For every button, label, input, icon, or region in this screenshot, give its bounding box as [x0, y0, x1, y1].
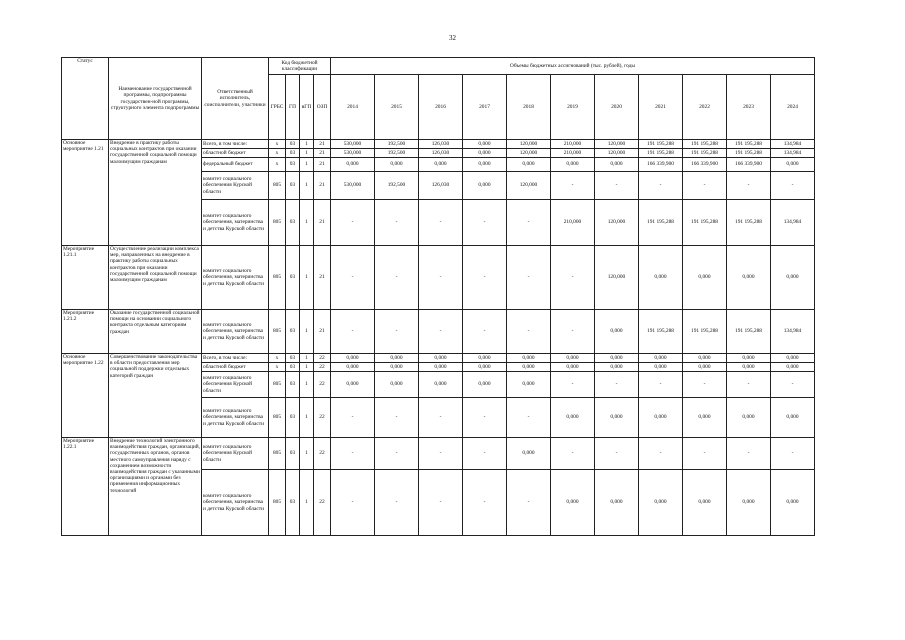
header-year: 2019 — [551, 75, 595, 140]
row-gp: 03 — [286, 363, 300, 372]
row-value: - — [771, 438, 815, 470]
row-value: - — [507, 398, 551, 438]
row-vgp: 1 — [300, 158, 314, 172]
row-value: 0,000 — [507, 438, 551, 470]
row-ozp: 21 — [314, 140, 331, 149]
row-value: 0,000 — [463, 149, 507, 158]
row-value: - — [463, 246, 507, 310]
row-value: 0,000 — [639, 354, 683, 363]
row-executor: комитет социального обеспечения Курской области — [202, 372, 269, 398]
row-value: 0,000 — [419, 372, 463, 398]
row-value: 0,000 — [727, 363, 771, 372]
row-value: 0,000 — [683, 246, 727, 310]
row-value: - — [727, 438, 771, 470]
row-value: - — [463, 438, 507, 470]
row-value: 191 195,288 — [639, 140, 683, 149]
row-grbs: х — [269, 149, 286, 158]
row-value: - — [683, 438, 727, 470]
row-value: 120,000 — [595, 140, 639, 149]
row-value: 0,000 — [507, 363, 551, 372]
row-executor: комитет социального обеспечения, материнства и детства Курской области — [202, 398, 269, 438]
row-value: - — [507, 310, 551, 354]
table-row — [62, 310, 815, 354]
row-vgp: 1 — [300, 140, 314, 149]
row-name: Совершенствование законодательства в области предоставления мер социальной поддержки отдельных категорий граждан — [109, 354, 202, 438]
row-value: 0,000 — [771, 398, 815, 438]
row-value: 0,000 — [463, 354, 507, 363]
row-value: 0,000 — [375, 363, 419, 372]
row-value: 192,500 — [375, 172, 419, 200]
row-value: - — [463, 310, 507, 354]
row-vgp: 1 — [300, 438, 314, 470]
row-value: 0,000 — [771, 363, 815, 372]
row-value: - — [463, 200, 507, 246]
row-executor: областной бюджет — [202, 149, 269, 158]
row-vgp: 1 — [300, 149, 314, 158]
row-value: 0,000 — [375, 354, 419, 363]
header-volumes: Объемы бюджетных ассигнований (тыс. рублей), годы — [331, 58, 815, 75]
header-vgp: вГП — [300, 75, 314, 140]
row-value: 191 195,288 — [683, 200, 727, 246]
row-value: - — [419, 310, 463, 354]
row-value: - — [639, 172, 683, 200]
row-executor: комитет социального обеспечения, материнства и детства Курской области — [202, 200, 269, 246]
row-value: 0,000 — [419, 363, 463, 372]
row-value: - — [419, 438, 463, 470]
row-value: 0,000 — [507, 158, 551, 172]
row-value: - — [771, 172, 815, 200]
row-vgp: 1 — [300, 372, 314, 398]
row-value: 530,000 — [331, 172, 375, 200]
row-value: 120,000 — [595, 149, 639, 158]
row-value: 134,984 — [771, 140, 815, 149]
row-value: 120,000 — [507, 140, 551, 149]
row-vgp: 1 — [300, 398, 314, 438]
row-value: 210,000 — [551, 200, 595, 246]
row-vgp: 1 — [300, 470, 314, 536]
row-value: 210,000 — [551, 149, 595, 158]
row-value: 0,000 — [683, 470, 727, 536]
row-value: 120,000 — [507, 149, 551, 158]
row-value: 0,000 — [771, 354, 815, 363]
header-name: Наименование государственной программы, подпрограммы государствен-ной программы, структурного элемента подпрограммы — [109, 58, 202, 140]
row-value: 120,000 — [595, 200, 639, 246]
header-year: 2015 — [375, 75, 419, 140]
row-gp: 03 — [286, 172, 300, 200]
row-value: 0,000 — [595, 354, 639, 363]
row-value: - — [419, 200, 463, 246]
row-name: Оказание государственной социальной помощи на основании социального контракта отдельным категориям граждан — [109, 310, 202, 354]
row-ozp: 22 — [314, 398, 331, 438]
row-value: 0,000 — [419, 158, 463, 172]
row-value: - — [419, 246, 463, 310]
row-value: 0,000 — [463, 158, 507, 172]
header-year: 2024 — [771, 75, 815, 140]
row-value: 191 195,288 — [639, 200, 683, 246]
row-value: 0,000 — [551, 158, 595, 172]
row-gp: 03 — [286, 158, 300, 172]
row-value: 0,000 — [419, 354, 463, 363]
row-value: 0,000 — [727, 470, 771, 536]
row-vgp: 1 — [300, 310, 314, 354]
row-value: - — [331, 398, 375, 438]
row-value: - — [507, 470, 551, 536]
row-status: Основное мероприятие 1.22 — [62, 354, 109, 438]
row-ozp: 21 — [314, 310, 331, 354]
row-value: - — [375, 398, 419, 438]
row-value: - — [595, 372, 639, 398]
row-value: 192,500 — [375, 149, 419, 158]
row-vgp: 1 — [300, 172, 314, 200]
row-value: - — [683, 372, 727, 398]
row-value: 0,000 — [331, 158, 375, 172]
row-value: - — [551, 246, 595, 310]
header-executor: Ответственный исполнитель, соисполнители, участники — [202, 58, 269, 140]
row-value: - — [683, 172, 727, 200]
row-value: 0,000 — [683, 363, 727, 372]
row-value: 0,000 — [727, 354, 771, 363]
row-gp: 03 — [286, 438, 300, 470]
header-year: 2016 — [419, 75, 463, 140]
row-value: 191 195,288 — [727, 200, 771, 246]
row-ozp: 22 — [314, 354, 331, 363]
row-executor: комитет социального обеспечения, материнства и детства Курской области — [202, 470, 269, 536]
row-value: 120,000 — [507, 172, 551, 200]
row-value: 0,000 — [595, 363, 639, 372]
row-value: - — [375, 200, 419, 246]
row-value: - — [771, 372, 815, 398]
row-value: - — [331, 310, 375, 354]
row-value: - — [639, 438, 683, 470]
row-value: 0,000 — [639, 246, 683, 310]
row-vgp: 1 — [300, 354, 314, 363]
row-status: Мероприятие 1.22.1 — [62, 438, 109, 536]
row-value: 0,000 — [595, 310, 639, 354]
row-ozp: 21 — [314, 200, 331, 246]
row-value: - — [595, 172, 639, 200]
row-value: 0,000 — [771, 470, 815, 536]
row-status: Мероприятие 1.21.2 — [62, 310, 109, 354]
row-executor: Всего, в том числе: — [202, 354, 269, 363]
row-executor: комитет социального обеспечения Курской области — [202, 172, 269, 200]
row-status: Мероприятие 1.21.1 — [62, 246, 109, 310]
row-value: - — [375, 470, 419, 536]
row-name: Осуществление реализации комплекса мер, направленных на внедрение в практику работы социальных контрактов при оказании государственной социальной помощи малоимущим гражданам — [109, 246, 202, 310]
row-value: 192,500 — [375, 140, 419, 149]
row-value: 0,000 — [463, 363, 507, 372]
row-value: 191 195,288 — [683, 149, 727, 158]
row-grbs: х — [269, 140, 286, 149]
row-value: 0,000 — [375, 372, 419, 398]
row-name: Внедрение в практику работы социальных контрактов при оказании государственной социальной помощи малоимущим гражданам — [109, 140, 202, 246]
header-year: 2023 — [727, 75, 771, 140]
row-ozp: 21 — [314, 149, 331, 158]
row-value: 0,000 — [463, 372, 507, 398]
row-value: 0,000 — [463, 172, 507, 200]
row-value: 0,000 — [727, 398, 771, 438]
table-row — [62, 140, 815, 149]
row-grbs: 805 — [269, 372, 286, 398]
row-value: 0,000 — [551, 354, 595, 363]
row-grbs: 805 — [269, 398, 286, 438]
header-year: 2021 — [639, 75, 683, 140]
row-value: 0,000 — [639, 470, 683, 536]
row-value: 166 339,900 — [727, 158, 771, 172]
table-row — [62, 354, 815, 363]
row-value: 191 195,288 — [639, 310, 683, 354]
row-value: 0,000 — [771, 246, 815, 310]
row-vgp: 1 — [300, 200, 314, 246]
row-value: 0,000 — [463, 140, 507, 149]
row-value: - — [507, 246, 551, 310]
header-status: Статус — [62, 58, 109, 140]
row-value: 120,000 — [595, 246, 639, 310]
row-gp: 03 — [286, 149, 300, 158]
row-executor: областной бюджет — [202, 363, 269, 372]
row-value: 0,000 — [683, 354, 727, 363]
row-value: 0,000 — [595, 158, 639, 172]
row-value: 210,000 — [551, 140, 595, 149]
row-value: - — [595, 438, 639, 470]
row-executor: федеральный бюджет — [202, 158, 269, 172]
header-grbs: ГРБС — [269, 75, 286, 140]
row-gp: 03 — [286, 354, 300, 363]
row-value: 0,000 — [331, 372, 375, 398]
row-ozp: 22 — [314, 438, 331, 470]
header-year: 2020 — [595, 75, 639, 140]
row-value: 0,000 — [507, 354, 551, 363]
header-ozp: ОЗП — [314, 75, 331, 140]
row-ozp: 21 — [314, 172, 331, 200]
row-status: Основное мероприятие 1.21 — [62, 140, 109, 246]
row-grbs: 805 — [269, 200, 286, 246]
header-budget-code: Код бюджетной классификации — [269, 58, 331, 75]
row-executor: комитет социального обеспечения, материнства и детства Курской области — [202, 310, 269, 354]
row-grbs: х — [269, 363, 286, 372]
row-grbs: 805 — [269, 246, 286, 310]
row-value: 126,030 — [419, 172, 463, 200]
row-gp: 03 — [286, 398, 300, 438]
row-value: - — [639, 372, 683, 398]
row-executor: Всего, в том числе: — [202, 140, 269, 149]
row-value: 134,984 — [771, 310, 815, 354]
row-value: - — [419, 470, 463, 536]
row-ozp: 22 — [314, 470, 331, 536]
row-value: 134,984 — [771, 200, 815, 246]
row-vgp: 1 — [300, 363, 314, 372]
row-value: 191 195,288 — [727, 140, 771, 149]
row-value: - — [331, 470, 375, 536]
row-value: 191 195,288 — [683, 140, 727, 149]
row-gp: 03 — [286, 470, 300, 536]
row-grbs: 805 — [269, 470, 286, 536]
row-ozp: 21 — [314, 246, 331, 310]
budget-allocation-table — [61, 57, 815, 536]
row-ozp: 21 — [314, 158, 331, 172]
row-grbs: 805 — [269, 172, 286, 200]
header-year: 2017 — [463, 75, 507, 140]
row-value: - — [419, 398, 463, 438]
row-value: 126,030 — [419, 149, 463, 158]
row-executor: комитет социального обеспечения, материнства и детства Курской области — [202, 246, 269, 310]
row-ozp: 22 — [314, 372, 331, 398]
row-value: - — [375, 310, 419, 354]
row-value: - — [331, 438, 375, 470]
row-value: 191 195,288 — [683, 310, 727, 354]
row-value: 0,000 — [551, 398, 595, 438]
row-grbs: 805 — [269, 310, 286, 354]
row-gp: 03 — [286, 140, 300, 149]
row-value: 0,000 — [331, 363, 375, 372]
row-value: 191 195,288 — [639, 149, 683, 158]
row-value: 0,000 — [727, 246, 771, 310]
row-ozp: 22 — [314, 363, 331, 372]
row-value: 166 339,900 — [683, 158, 727, 172]
row-value: 191 195,288 — [727, 310, 771, 354]
row-gp: 03 — [286, 310, 300, 354]
row-value: 0,000 — [595, 398, 639, 438]
row-executor: комитет социального обеспечения Курской области — [202, 438, 269, 470]
header-year: 2022 — [683, 75, 727, 140]
row-value: 530,000 — [331, 140, 375, 149]
row-value: - — [551, 310, 595, 354]
row-grbs: х — [269, 158, 286, 172]
row-vgp: 1 — [300, 246, 314, 310]
page-number: 32 — [449, 34, 456, 42]
row-grbs: х — [269, 354, 286, 363]
row-value: 0,000 — [771, 158, 815, 172]
row-gp: 03 — [286, 246, 300, 310]
row-value: 0,000 — [551, 470, 595, 536]
row-gp: 03 — [286, 372, 300, 398]
row-value: - — [727, 172, 771, 200]
header-gp: ГП — [286, 75, 300, 140]
row-value: 0,000 — [375, 158, 419, 172]
row-name: Внедрение технологий электронного взаимодействия граждан, организаций, государственных органов, органов местного самоуправления наряду с сохранением возможности взаимодействия граждан с указанными организациями и органами без применения информационных технологий — [109, 438, 202, 536]
row-value: 134,984 — [771, 149, 815, 158]
table-row — [62, 246, 815, 310]
row-value: - — [551, 438, 595, 470]
row-gp: 03 — [286, 200, 300, 246]
header-year: 2018 — [507, 75, 551, 140]
table-row — [62, 438, 815, 470]
row-value: 191 195,288 — [727, 149, 771, 158]
row-value: - — [463, 398, 507, 438]
row-value: 0,000 — [595, 470, 639, 536]
row-value: - — [727, 372, 771, 398]
row-value: - — [463, 470, 507, 536]
row-value: - — [551, 372, 595, 398]
row-value: 530,000 — [331, 149, 375, 158]
row-value: 0,000 — [639, 363, 683, 372]
row-value: 0,000 — [639, 398, 683, 438]
row-value: - — [507, 200, 551, 246]
row-value: - — [551, 172, 595, 200]
row-value: 0,000 — [331, 354, 375, 363]
row-value: 166 339,900 — [639, 158, 683, 172]
header-year: 2014 — [331, 75, 375, 140]
row-value: 0,000 — [683, 398, 727, 438]
row-grbs: 805 — [269, 438, 286, 470]
row-value: - — [375, 246, 419, 310]
row-value: 0,000 — [507, 372, 551, 398]
row-value: 126,030 — [419, 140, 463, 149]
row-value: - — [375, 438, 419, 470]
row-value: 0,000 — [551, 363, 595, 372]
row-value: - — [331, 200, 375, 246]
row-value: - — [331, 246, 375, 310]
